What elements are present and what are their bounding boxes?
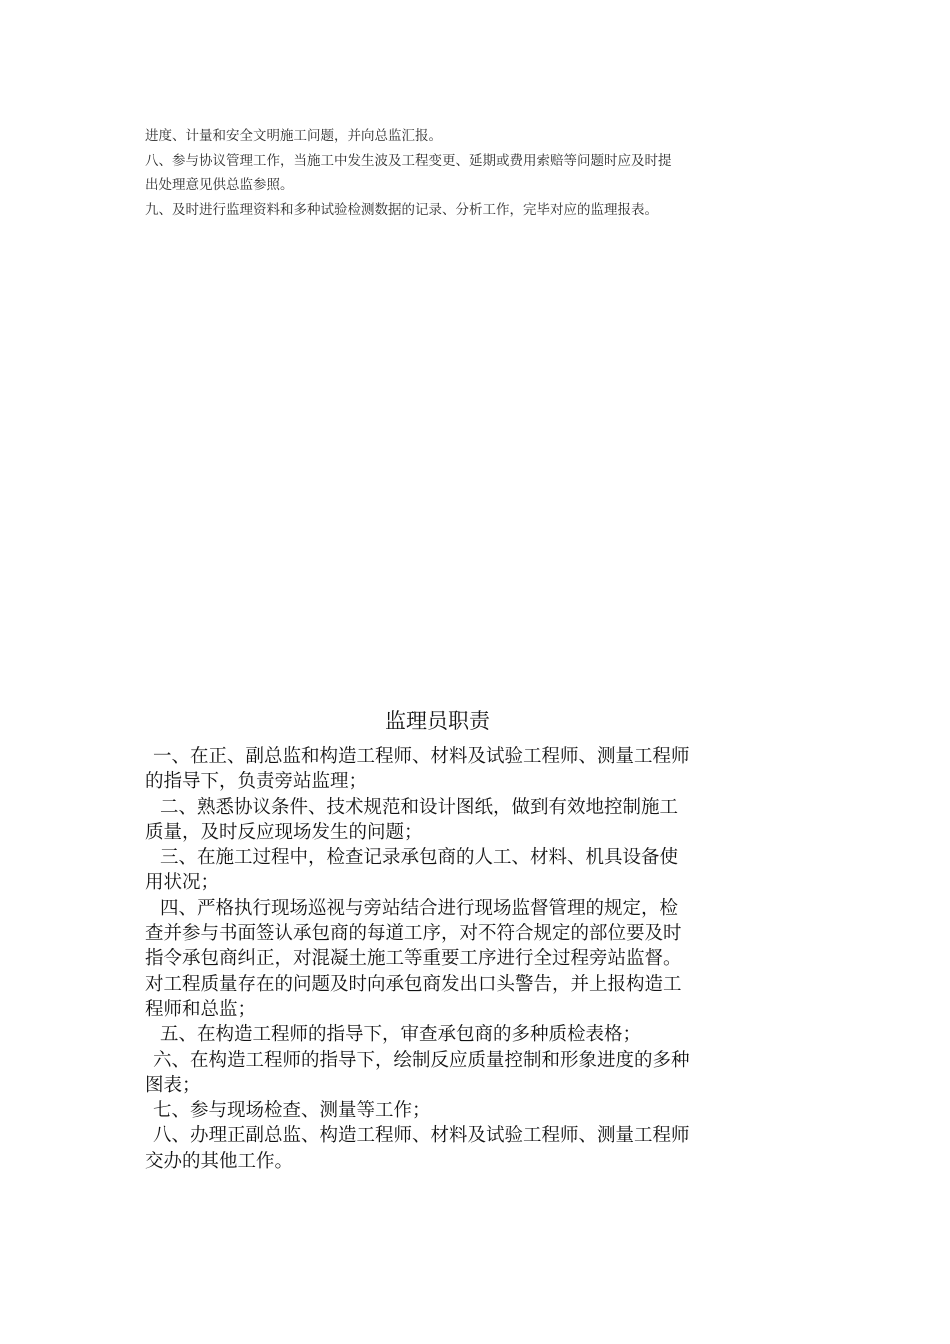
duty-line: 六、在构造工程师的指导下，绘制反应质量控制和形象进度的多种 [153, 1049, 690, 1071]
duty-line: 四、严格执行现场巡视与旁站结合进行现场监督管理的规定，检 [160, 897, 679, 919]
text-line: 出处理意见供总监参照。 [145, 177, 294, 193]
duties-list [145, 744, 813, 1174]
text-line: 九、及时进行监理资料和多种试验检测数据的记录、分析工作，完毕对应的监理报表。 [145, 201, 658, 218]
previous-section-text [145, 124, 813, 222]
duty-line: 交办的其他工作。 [145, 1150, 294, 1172]
text-line: 八、参与协议管理工作，当施工中发生波及工程变更、延期或费用索赔等问题时应及时提 [145, 152, 672, 169]
section-title: 监理员职责 [385, 709, 490, 733]
text-line: 进度、计量和安全文明施工问题，并向总监汇报。 [145, 128, 442, 144]
duty-line: 三、在施工过程中，检查记录承包商的人工、材料、机具设备使 [160, 847, 679, 869]
duty-line: 一、在正、副总监和构造工程师、材料及试验工程师、测量工程师 [153, 746, 690, 767]
duty-line: 指令承包商纠正，对混凝土施工等重要工序进行全过程旁站监督。 [145, 948, 682, 970]
duty-line: 对工程质量存在的问题及时向承包商发出口头警告，并上报构造工 [145, 973, 682, 995]
duty-line: 的指导下，负责旁站监理； [145, 771, 368, 793]
duty-line: 七、参与现场检查、测量等工作； [153, 1100, 431, 1122]
duty-line: 用状况； [145, 872, 220, 894]
duty-line: 八、办理正副总监、构造工程师、材料及试验工程师、测量工程师 [153, 1125, 690, 1147]
duty-line: 二、熟悉协议条件、技术规范和设计图纸，做到有效地控制施工 [160, 796, 679, 818]
duty-line: 查并参与书面签认承包商的每道工序，对不符合规定的部位要及时 [145, 923, 682, 945]
duty-line: 程师和总监； [145, 998, 257, 1020]
duty-line: 图表； [145, 1074, 201, 1096]
duty-line: 质量，及时反应现场发生的问题； [145, 821, 423, 843]
duty-line: 五、在构造工程师的指导下，审查承包商的多种质检表格； [160, 1024, 642, 1046]
